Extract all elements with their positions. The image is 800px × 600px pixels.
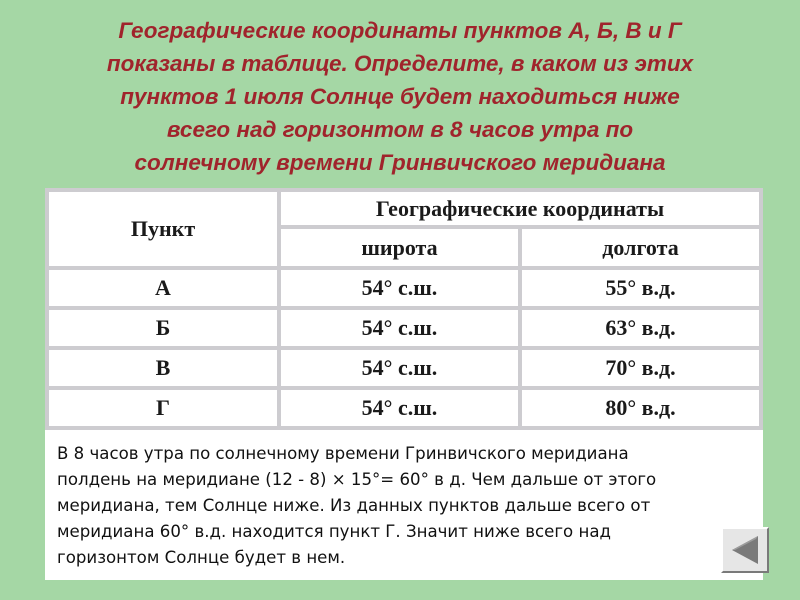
back-arrow-icon: [727, 533, 763, 567]
row-lat-cell: [281, 350, 518, 386]
row-point-cell: [49, 350, 277, 386]
header-coordinates: [281, 192, 759, 225]
row-lat-cell: [281, 390, 518, 426]
title-line: показаны в таблице. Определите, в каком из этих: [106, 51, 694, 76]
title-line: Географические координаты пунктов А, Б, В и Г: [118, 18, 682, 43]
coordinates-table: [45, 188, 763, 430]
back-button[interactable]: [721, 527, 769, 573]
row-lon-cell: [522, 270, 759, 306]
header-longitude-label: долгота: [602, 234, 679, 260]
row-point: Б: [155, 315, 171, 340]
explanation-line: полдень на меридиане (12 - 8) × 15°= 60° в д. Чем дальше от этого: [57, 470, 657, 489]
row-point-cell: [49, 310, 277, 346]
explanation-line: меридиана 60° в.д. находится пункт Г. Значит ниже всего над: [57, 522, 611, 541]
row-latitude: 54° с.ш.: [361, 275, 438, 300]
row-lon-cell: [522, 390, 759, 426]
explanation-line: В 8 часов утра по солнечному времени Гринвичского меридиана: [57, 444, 629, 463]
task-title: [20, 14, 780, 179]
header-point: [49, 192, 277, 266]
row-lon-cell: [522, 310, 759, 346]
explanation-box: [45, 430, 763, 580]
row-point-cell: [49, 270, 277, 306]
row-lat-cell: [281, 270, 518, 306]
row-longitude: 70° в.д.: [605, 355, 676, 380]
header-longitude: [522, 229, 759, 266]
header-point-label: Пункт: [130, 216, 196, 241]
row-lon-cell: [522, 350, 759, 386]
row-lat-cell: [281, 310, 518, 346]
header-coordinates-label: Географические координаты: [375, 195, 665, 221]
title-line: солнечному времени Гринвичского меридиана: [134, 150, 666, 175]
header-latitude-label: широта: [361, 234, 438, 260]
explanation-line: меридиана, тем Солнце ниже. Из данных пунктов дальше всего от: [57, 496, 651, 515]
row-point: А: [155, 275, 171, 300]
row-latitude: 54° с.ш.: [361, 355, 438, 380]
row-point: Г: [156, 395, 170, 420]
title-line: всего над горизонтом в 8 часов утра по: [166, 117, 634, 142]
header-latitude: [281, 229, 518, 266]
row-longitude: 63° в.д.: [605, 315, 676, 340]
row-latitude: 54° с.ш.: [361, 395, 438, 420]
row-longitude: 55° в.д.: [605, 275, 676, 300]
row-longitude: 80° в.д.: [605, 395, 676, 420]
row-latitude: 54° с.ш.: [361, 315, 438, 340]
row-point-cell: [49, 390, 277, 426]
explanation-line: горизонтом Солнце будет в нем.: [57, 548, 346, 567]
title-line: пунктов 1 июля Солнце будет находиться ниже: [120, 84, 680, 109]
row-point: В: [155, 355, 171, 380]
